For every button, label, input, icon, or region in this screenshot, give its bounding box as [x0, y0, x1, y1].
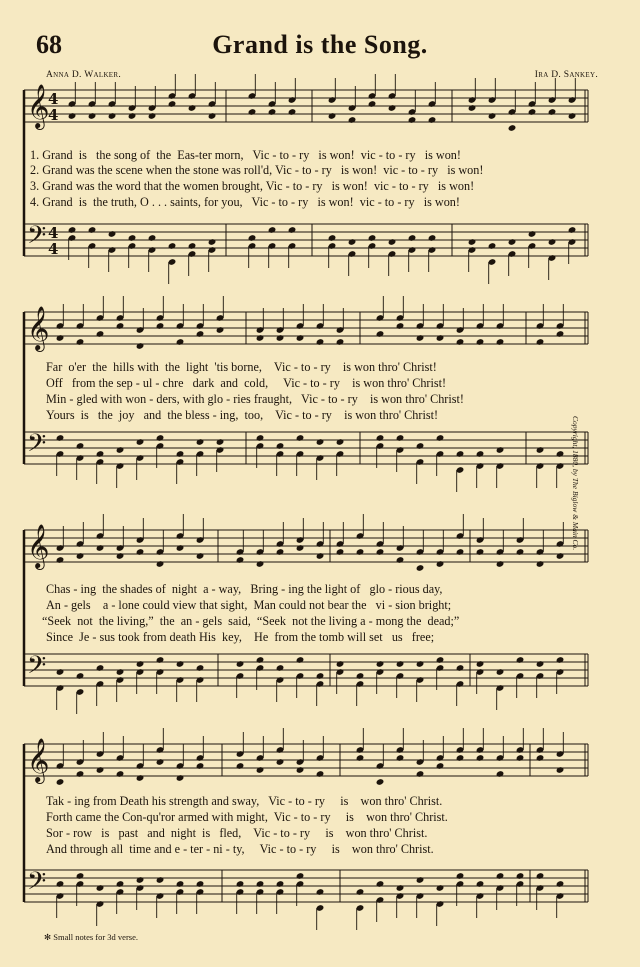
- notehead: [528, 108, 537, 116]
- notehead: [148, 112, 157, 120]
- lyric-line: 3. Grand was the word that the women brought, Vic - to - ry is won! vic - to - ry is won!: [30, 179, 475, 193]
- notehead: [368, 100, 377, 108]
- notehead: [316, 672, 325, 680]
- time-signature: 4: [48, 90, 59, 108]
- notehead: [536, 754, 545, 762]
- notehead: [156, 434, 165, 442]
- treble-clef: 𝄞: [27, 524, 50, 568]
- notehead: [436, 656, 445, 664]
- notehead: [76, 672, 85, 680]
- notehead: [216, 326, 225, 334]
- notehead: [356, 548, 365, 556]
- notehead: [156, 876, 165, 884]
- notehead: [416, 334, 425, 342]
- notehead: [548, 238, 557, 246]
- notehead: [376, 548, 385, 556]
- notehead: [436, 762, 445, 770]
- notehead: [408, 116, 417, 124]
- author-credit: Anna D. Walker.: [46, 70, 122, 80]
- notehead: [316, 552, 325, 560]
- notehead: [496, 338, 505, 346]
- notehead: [376, 434, 385, 442]
- notehead: [56, 556, 65, 564]
- notehead: [388, 104, 397, 112]
- notehead: [556, 552, 565, 560]
- notehead: [176, 880, 185, 888]
- notehead: [376, 330, 385, 338]
- time-signature: 4: [48, 106, 59, 124]
- notehead: [68, 112, 77, 120]
- notehead: [496, 872, 505, 880]
- lyric-line: Far o'er the hills with the light 'tis borne, Vic - to - ry is won thro' Christ!: [46, 360, 437, 374]
- notehead: [476, 880, 485, 888]
- notehead: [528, 230, 537, 238]
- notehead: [336, 548, 345, 556]
- notehead: [416, 660, 425, 668]
- notehead: [508, 238, 517, 246]
- notehead: [416, 770, 425, 778]
- notehead: [516, 656, 525, 664]
- notehead: [116, 770, 125, 778]
- notehead: [116, 446, 125, 454]
- notehead: [96, 766, 105, 774]
- notehead: [56, 668, 65, 676]
- notehead: [136, 342, 145, 350]
- notehead: [316, 438, 325, 446]
- notehead: [196, 552, 205, 560]
- notehead: [56, 334, 65, 342]
- notehead: [76, 442, 85, 450]
- notehead: [128, 112, 137, 120]
- treble-clef: 𝄞: [27, 738, 50, 782]
- notehead: [456, 872, 465, 880]
- notehead: [268, 108, 277, 116]
- notehead: [328, 112, 337, 120]
- notehead: [136, 660, 145, 668]
- notehead: [116, 880, 125, 888]
- notehead: [536, 560, 545, 568]
- notehead: [56, 434, 65, 442]
- composer-credit: Ira D. Sankey.: [534, 70, 598, 80]
- notehead: [148, 234, 157, 242]
- notehead: [556, 330, 565, 338]
- notehead: [456, 754, 465, 762]
- notehead: [416, 564, 425, 572]
- notehead: [296, 544, 305, 552]
- notehead: [196, 762, 205, 770]
- page-number: 68: [36, 30, 62, 59]
- notehead: [396, 556, 405, 564]
- notehead: [256, 880, 265, 888]
- notehead: [476, 338, 485, 346]
- notehead: [536, 446, 545, 454]
- notehead: [128, 234, 137, 242]
- notehead: [236, 880, 245, 888]
- notehead: [256, 434, 265, 442]
- lyric-line: Off from the sep - ul - chre dark and cold, Vic - to - ry is won thro' Christ!: [46, 376, 447, 390]
- notehead: [476, 548, 485, 556]
- notehead: [276, 664, 285, 672]
- notehead: [296, 766, 305, 774]
- notehead: [316, 338, 325, 346]
- notehead: [156, 560, 165, 568]
- notehead: [76, 338, 85, 346]
- treble-clef: 𝄞: [27, 306, 50, 350]
- bass-clef: 𝄢: [27, 429, 47, 464]
- notehead: [116, 322, 125, 330]
- notehead: [196, 664, 205, 672]
- notehead: [276, 442, 285, 450]
- notehead: [296, 334, 305, 342]
- notehead: [496, 770, 505, 778]
- time-signature: 4: [48, 240, 59, 258]
- notehead: [368, 234, 377, 242]
- notehead: [236, 660, 245, 668]
- notehead: [376, 880, 385, 888]
- notehead: [136, 438, 145, 446]
- notehead: [248, 108, 257, 116]
- notehead: [568, 112, 577, 120]
- notehead: [116, 552, 125, 560]
- notehead: [476, 660, 485, 668]
- notehead: [208, 238, 217, 246]
- notehead: [508, 124, 517, 132]
- lyric-line: Since Je - sus took from death His key, He from the tomb will set us free;: [46, 630, 435, 644]
- notehead: [108, 230, 117, 238]
- notehead: [536, 660, 545, 668]
- notehead: [516, 754, 525, 762]
- bass-clef: 𝄢: [27, 221, 47, 256]
- notehead: [296, 872, 305, 880]
- notehead: [456, 664, 465, 672]
- notehead: [68, 226, 77, 234]
- notehead: [476, 450, 485, 458]
- bass-clef: 𝄢: [27, 867, 47, 902]
- notehead: [416, 442, 425, 450]
- notehead: [556, 450, 565, 458]
- notehead: [196, 880, 205, 888]
- notehead: [216, 438, 225, 446]
- notehead: [236, 762, 245, 770]
- lyric-line: 1. Grand is the song of the Eas-ter morn, Vic - to - ry is won! vic - to - ry is won!: [30, 148, 461, 162]
- notehead: [108, 112, 117, 120]
- notehead: [556, 656, 565, 664]
- notehead: [428, 234, 437, 242]
- notehead: [336, 660, 345, 668]
- notehead: [436, 434, 445, 442]
- notehead: [76, 552, 85, 560]
- notehead: [516, 872, 525, 880]
- lyric-line: Yours is the joy and the bless - ing, too, Vic - to - ry is won thro' Christ!: [46, 408, 439, 422]
- notehead: [188, 104, 197, 112]
- notehead: [276, 880, 285, 888]
- notehead: [396, 322, 405, 330]
- notehead: [548, 108, 557, 116]
- notehead: [456, 450, 465, 458]
- lyric-line: 4. Grand is the truth, O . . . saints, for you, Vic - to - ry is won! vic - to - ry is won!: [30, 195, 460, 209]
- notehead: [456, 338, 465, 346]
- notehead: [96, 544, 105, 552]
- notehead: [276, 334, 285, 342]
- notehead: [76, 770, 85, 778]
- notehead: [176, 774, 185, 782]
- notehead: [256, 656, 265, 664]
- notehead: [516, 548, 525, 556]
- notehead: [536, 338, 545, 346]
- notehead: [56, 778, 65, 786]
- notehead: [136, 876, 145, 884]
- lyric-line: “Seek not the living,” the an - gels said, “Seek not the living a - mong the dead;”: [42, 614, 460, 628]
- notehead: [176, 544, 185, 552]
- notehead: [288, 226, 297, 234]
- hymn-title: Grand is the Song.: [212, 30, 428, 59]
- notehead: [556, 880, 565, 888]
- notehead: [296, 656, 305, 664]
- notehead: [96, 664, 105, 672]
- notehead: [168, 242, 177, 250]
- treble-clef: 𝄞: [27, 84, 50, 128]
- notehead: [156, 656, 165, 664]
- notehead: [156, 322, 165, 330]
- copyright-notice: Copyright, 1880, by The Biglow & Main Co.: [571, 416, 580, 551]
- notehead: [488, 242, 497, 250]
- notehead: [268, 226, 277, 234]
- notehead: [136, 548, 145, 556]
- bass-clef: 𝄢: [27, 651, 47, 686]
- notehead: [396, 660, 405, 668]
- notehead: [88, 112, 97, 120]
- notehead: [88, 226, 97, 234]
- notehead: [136, 774, 145, 782]
- notehead: [276, 548, 285, 556]
- notehead: [396, 754, 405, 762]
- lyric-line: An - gels a - lone could view that sight, Man could not bear the vi - sion bright;: [46, 598, 452, 612]
- notehead: [276, 758, 285, 766]
- notehead: [496, 668, 505, 676]
- notehead: [56, 880, 65, 888]
- notehead: [436, 334, 445, 342]
- notehead: [188, 242, 197, 250]
- notehead: [236, 556, 245, 564]
- notehead: [428, 116, 437, 124]
- notehead: [388, 238, 397, 246]
- notehead: [76, 872, 85, 880]
- notehead: [256, 560, 265, 568]
- notehead: [316, 888, 325, 896]
- notehead: [256, 334, 265, 342]
- notehead: [176, 450, 185, 458]
- notehead: [496, 560, 505, 568]
- notehead: [536, 872, 545, 880]
- notehead: [568, 226, 577, 234]
- notehead: [396, 434, 405, 442]
- notehead: [156, 758, 165, 766]
- notehead: [416, 876, 425, 884]
- notehead: [96, 884, 105, 892]
- notehead: [348, 116, 357, 124]
- notehead: [288, 108, 297, 116]
- notehead: [356, 888, 365, 896]
- notehead: [196, 330, 205, 338]
- notehead: [116, 668, 125, 676]
- notehead: [316, 770, 325, 778]
- lyric-line: Tak - ing from Death his strength and sway, Vic - to - ry is won thro' Christ.: [46, 794, 443, 808]
- notehead: [356, 672, 365, 680]
- notehead: [256, 766, 265, 774]
- lyric-line: Forth came the Con-qu'ror armed with might, Vic - to - ry is won thro' Christ.: [46, 810, 448, 824]
- notehead: [436, 560, 445, 568]
- notehead: [476, 754, 485, 762]
- notehead: [176, 338, 185, 346]
- notehead: [408, 234, 417, 242]
- notehead: [96, 330, 105, 338]
- notehead: [376, 778, 385, 786]
- notehead: [376, 660, 385, 668]
- lyric-line: Min - gled with won - ders, with glo - ries fraught, Vic - to - ry is won thro' Christ!: [46, 392, 464, 406]
- notehead: [176, 660, 185, 668]
- lyric-line: Sor - row is past and night is fled, Vic - to - ry is won thro' Christ.: [46, 826, 428, 840]
- notehead: [556, 766, 565, 774]
- lyric-line: Chas - ing the shades of night a - way, Bring - ing the light of glo - rious day,: [46, 582, 443, 596]
- notehead: [436, 884, 445, 892]
- lyric-line: 2. Grand was the scene when the stone was roll'd, Vic - to - ry is won! vic - to - ry is won!: [30, 163, 484, 177]
- notehead: [336, 438, 345, 446]
- notehead: [336, 338, 345, 346]
- footnote: ✻ Small notes for 3d verse.: [44, 932, 138, 942]
- notehead: [468, 104, 477, 112]
- notehead: [296, 434, 305, 442]
- notehead: [468, 238, 477, 246]
- notehead: [208, 112, 217, 120]
- notehead: [248, 234, 257, 242]
- notehead: [396, 884, 405, 892]
- lyric-line: And through all time and e - ter - ni - ty, Vic - to - ry is won thro' Christ.: [46, 842, 434, 856]
- notehead: [348, 238, 357, 246]
- time-signature: 4: [48, 224, 59, 242]
- notehead: [96, 450, 105, 458]
- notehead: [496, 446, 505, 454]
- notehead: [488, 112, 497, 120]
- notehead: [456, 548, 465, 556]
- notehead: [168, 100, 177, 108]
- notehead: [356, 754, 365, 762]
- notehead: [328, 234, 337, 242]
- notehead: [196, 438, 205, 446]
